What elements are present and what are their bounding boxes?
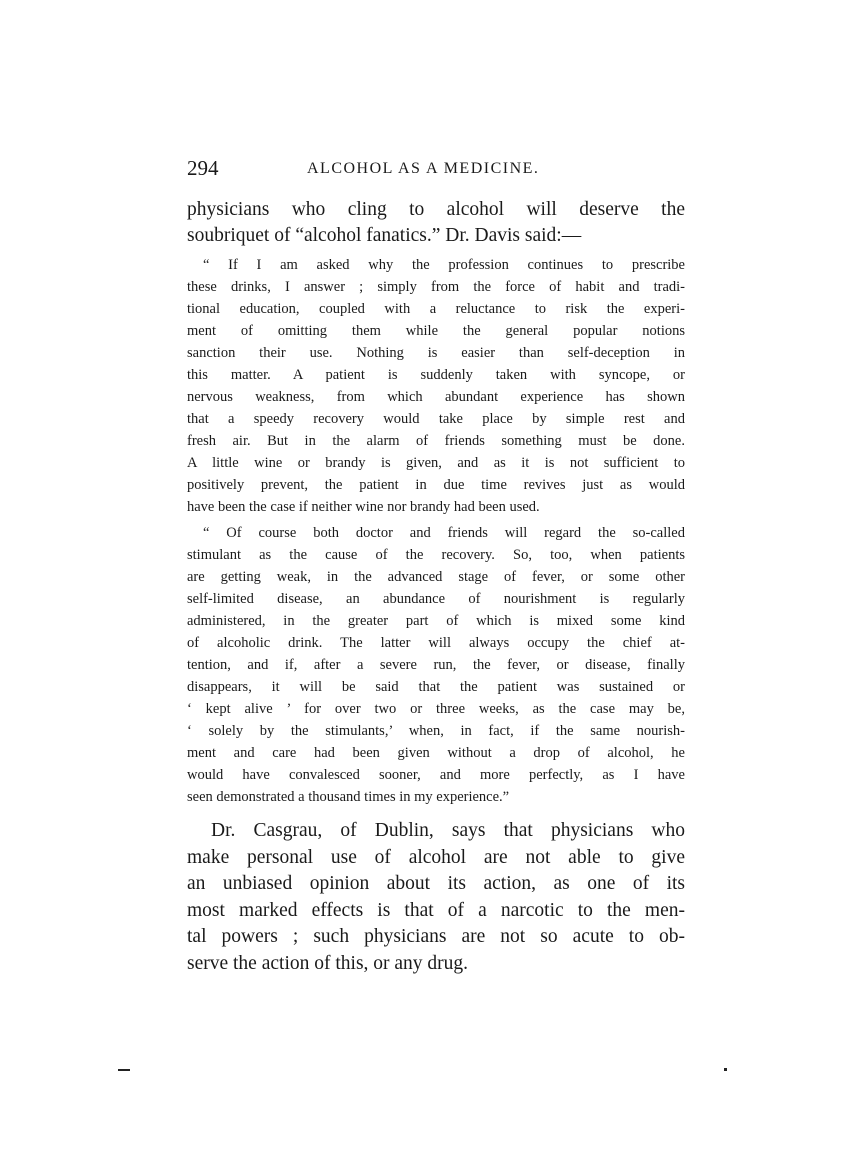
text-line: administered, in the greater part of which is mixed some kind xyxy=(187,613,685,629)
text-line: fresh air. But in the alarm of friends something must be done. xyxy=(187,433,685,449)
text-line: of alcoholic drink. The latter will always occupy the chief at- xyxy=(187,635,685,651)
text-line: ment of omitting them while the general popular notions xyxy=(187,323,685,339)
text-line: would have convalesced sooner, and more perfectly, as I have xyxy=(187,767,685,783)
text-line: ment and care had been given without a drop of alcohol, he xyxy=(187,745,685,761)
quote-paragraph-2 xyxy=(187,522,685,808)
text-line: positively prevent, the patient in due time revives just as would xyxy=(187,477,685,493)
closing-paragraph xyxy=(187,818,685,977)
text-line: these drinks, I answer ; simply from the force of habit and tradi- xyxy=(187,279,685,295)
text-line: this matter. A patient is suddenly taken with syncope, or xyxy=(187,367,685,383)
text-line: tal powers ; such physicians are not so acute to ob- xyxy=(187,926,685,947)
text-line: ‘ kept alive ’ for over two or three weeks, as the case may be, xyxy=(187,701,685,717)
intro-paragraph xyxy=(187,197,685,249)
text-line: tention, and if, after a severe run, the fever, or disease, finally xyxy=(187,657,685,673)
text-line: “ Of course both doctor and friends will regard the so-called xyxy=(203,525,685,541)
text-line: Dr. Casgrau, of Dublin, says that physicians who xyxy=(211,820,685,841)
text-line: stimulant as the cause of the recovery. So, too, when patients xyxy=(187,547,685,563)
scan-mark-left xyxy=(118,1069,130,1071)
text-line: make personal use of alcohol are not able to give xyxy=(187,846,685,868)
text-line: have been the case if neither wine nor brandy had been used. xyxy=(187,499,540,515)
text-line: ‘ solely by the stimulants,’ when, in fact, if the same nourish- xyxy=(187,723,685,739)
text-line: sanction their use. Nothing is easier than self-deception in xyxy=(187,345,685,361)
text-line: that a speedy recovery would take place by simple rest and xyxy=(187,411,685,427)
text-line: most marked effects is that of a narcotic to the men- xyxy=(187,899,685,921)
text-line: physicians who cling to alcohol will deserve the xyxy=(187,199,685,220)
scan-mark-right xyxy=(724,1068,727,1071)
text-line: tional education, coupled with a reluctance to risk the experi- xyxy=(187,301,685,317)
page-number: 294 xyxy=(187,156,219,180)
text-line: soubriquet of “alcohol fanatics.” Dr. Davis said:— xyxy=(187,225,582,246)
text-line: nervous weakness, from which abundant experience has shown xyxy=(187,389,685,405)
text-line: “ If I am asked why the profession continues to prescribe xyxy=(203,257,685,273)
quote-paragraph-1 xyxy=(187,254,685,518)
page-header xyxy=(187,156,687,182)
text-line: self-limited disease, an abundance of nourishment is regularly xyxy=(187,591,685,607)
running-title: ALCOHOL AS A MEDICINE. xyxy=(307,160,540,177)
text-line: A little wine or brandy is given, and as it is not sufficient to xyxy=(187,455,685,471)
text-line: are getting weak, in the advanced stage of fever, or some other xyxy=(187,569,685,585)
text-line: disappears, it will be said that the patient was sustained or xyxy=(187,679,685,695)
text-line: an unbiased opinion about its action, as one of its xyxy=(187,873,685,894)
text-line: seen demonstrated a thousand times in my experience.” xyxy=(187,789,510,805)
text-line: serve the action of this, or any drug. xyxy=(187,952,469,974)
